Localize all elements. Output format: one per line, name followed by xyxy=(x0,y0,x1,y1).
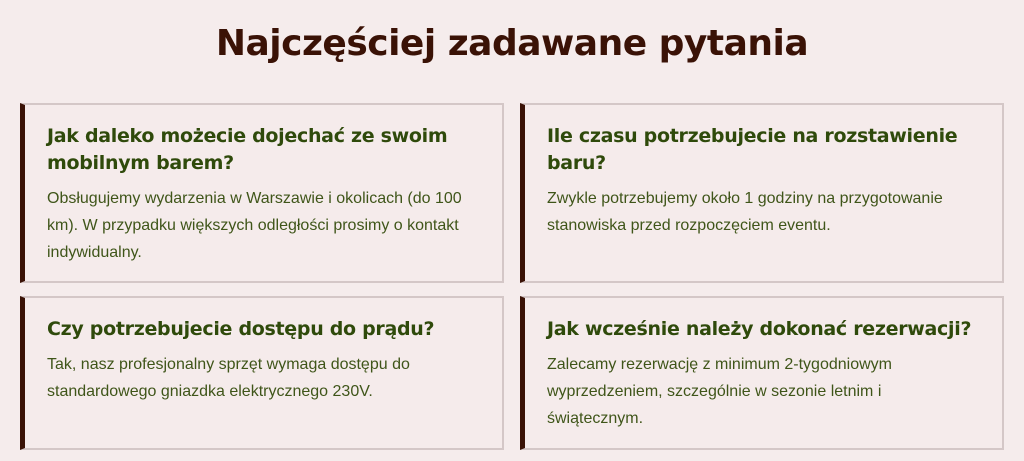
faq-item-power-access xyxy=(20,296,504,450)
faq-item-travel-distance xyxy=(20,103,504,283)
faq-question: Jak daleko możecie dojechać ze swoim mobilnym barem? xyxy=(47,125,448,174)
faq-question: Ile czasu potrzebujecie na rozstawienie baru? xyxy=(547,125,958,174)
faq-answer: Zwykle potrzebujemy około 1 godziny na przygotowanie stanowiska przed rozpoczęciem eventu. xyxy=(547,190,943,234)
faq-question: Czy potrzebujecie dostępu do prądu? xyxy=(47,318,435,340)
page-title: Najczęściej zadawane pytania xyxy=(215,23,809,64)
faq-answer: Zalecamy rezerwację z minimum 2-tygodniowym wyprzedzeniem, szczególnie w sezonie letnim i świątecznym. xyxy=(547,356,892,427)
faq-question: Jak wcześnie należy dokonać rezerwacji? xyxy=(547,318,972,340)
faq-item-setup-time xyxy=(520,103,1004,283)
faq-answer: Obsługujemy wydarzenia w Warszawie i okolicach (do 100 km). W przypadku większych odległości prosimy o kontakt indywidualny. xyxy=(47,190,462,261)
faq-answer: Tak, nasz profesjonalny sprzęt wymaga dostępu do standardowego gniazdka elektrycznego 230V. xyxy=(47,356,410,400)
faq-item-booking-time xyxy=(520,296,1004,450)
